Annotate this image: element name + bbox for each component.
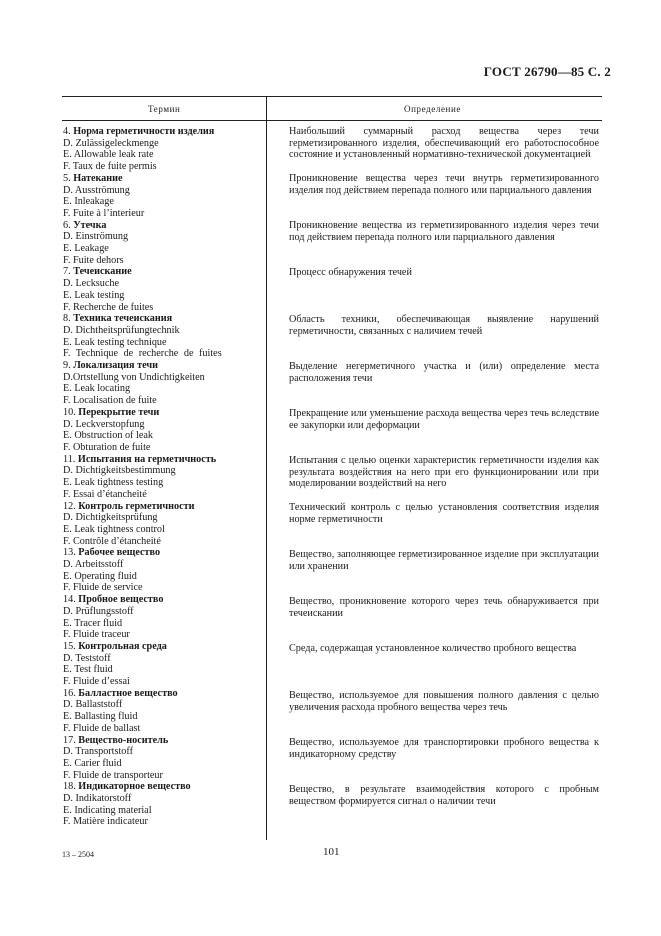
definition-text: Испытания с целью оценки характеристик герметичности изделия как результата воздействия на него при его функционировании или при моделировании воздействий на него xyxy=(289,455,599,490)
term-en: E. Obstruction of leak xyxy=(63,430,153,442)
term-en: E. Leakage xyxy=(63,243,109,255)
term-en: E. Test fluid xyxy=(63,664,113,676)
term-title: 17. Вещество-носитель xyxy=(63,734,169,746)
term-title: 7. Течеискание xyxy=(63,266,132,278)
term-title: 8. Техника течеискания xyxy=(63,313,173,325)
term-title: 9. Локализация течи xyxy=(63,360,158,372)
term-en: E. Ballasting fluid xyxy=(63,711,138,723)
term-en: E. Leak testing technique xyxy=(63,336,167,348)
term-de: D.Ortstellung von Undichtigkeiten xyxy=(63,371,205,383)
terms-column xyxy=(63,126,263,828)
term-title: 11. Испытания на герметичность xyxy=(63,453,217,465)
term-de: D. Zulässigeleckmenge xyxy=(63,137,159,149)
term-de: D. Leckverstopfung xyxy=(63,418,145,430)
term-en: E. Carier fluid xyxy=(63,757,122,769)
term-fr: F. Fluide de ballast xyxy=(63,722,141,734)
definition-text: Вещество, в результате взаимодействия которого с пробным веществом формируется сигнал о наличии течи xyxy=(289,784,599,807)
term-title: 5. Натекание xyxy=(63,172,123,184)
term-title: 14. Пробное вещество xyxy=(63,594,164,606)
term-de: D. Lecksuche xyxy=(63,278,120,290)
term-de: D. Transportstoff xyxy=(63,746,134,758)
term-de: D. Einströmung xyxy=(63,231,129,243)
term-fr: F. Fluide traceur xyxy=(63,629,130,641)
definition-text: Область техники, обеспечивающая выявление нарушений герметичности, связанных с наличием течей xyxy=(289,314,599,337)
definition-text: Технический контроль с целью установления соответствия изделия норме герметичности xyxy=(289,502,599,525)
term-en: E. Inleakage xyxy=(63,196,114,208)
term-fr: F. Localisation de fuite xyxy=(63,395,157,407)
term-fr: F. Fuite dehors xyxy=(63,254,124,266)
term-en: E. Tracer fluid xyxy=(63,617,123,629)
term-fr: F. Contrôle d’étancheité xyxy=(63,535,161,547)
term-fr: F. Taux de fuite permis xyxy=(63,161,157,173)
definition-text: Вещество, проникновение которого через течь обнаруживается при течеискании xyxy=(289,596,599,619)
definition-text: Процесс обнаружения течей xyxy=(289,267,412,278)
definition-text: Среда, содержащая установленное количество пробного вещества xyxy=(289,643,577,654)
term-de: D. Dichtheitsprüfungtechnik xyxy=(63,324,180,336)
term-title: 4. Норма герметичности изделия xyxy=(63,126,215,137)
definition-text: Вещество, используемое для повышения полного давления с целью увеличения расхода пробного вещества через течь xyxy=(289,690,599,713)
definition-text: Прекращение или уменьшение расхода вещества через течь вследствие ее закупорки или деформации xyxy=(289,408,599,431)
definition-text: Вещество, заполняющее герметизированное изделие при эксплуатации или хранении xyxy=(289,549,599,572)
table-top-rule xyxy=(62,96,602,97)
term-de: D. Ballaststoff xyxy=(63,699,123,711)
term-de: D. Teststoff xyxy=(63,652,111,664)
definition-text: Проникновение вещества через течи внутрь герметизированного изделия под действием перепада полного или парциального давления xyxy=(289,173,599,196)
page-number: 101 xyxy=(323,846,340,858)
term-en: E. Leak locating xyxy=(63,383,131,395)
term-fr: F. Matière indicateur xyxy=(63,816,148,828)
term-fr: F. Technique de recherche de fuites xyxy=(63,348,222,360)
term-title: 16. Балластное вещество xyxy=(63,687,178,699)
term-de: D. Indikatorstoff xyxy=(63,793,132,805)
term-en: E. Leak tightness testing xyxy=(63,477,164,489)
term-fr: F. Fluide de transporteur xyxy=(63,769,163,781)
term-fr: F. Fluide d’essai xyxy=(63,676,130,688)
footer-print-code: 13 – 2504 xyxy=(62,850,94,859)
term-de: D. Ausströmung xyxy=(63,184,130,196)
term-en: E. Leak tightness control xyxy=(63,523,165,535)
term-en: E. Indicating material xyxy=(63,804,152,816)
term-de: D. Arbeitsstoff xyxy=(63,559,124,571)
term-title: 15. Контрольная среда xyxy=(63,640,167,652)
term-fr: F. Obturation de fuite xyxy=(63,441,151,453)
term-fr: F. Recherche de fuites xyxy=(63,301,154,313)
term-title: 10. Перекрытие течи xyxy=(63,406,160,418)
term-en: E. Leak testing xyxy=(63,289,125,301)
term-title: 18. Индикаторное вещество xyxy=(63,781,191,793)
term-title: 12. Контроль герметичности xyxy=(63,500,195,512)
column-header-term: Термин xyxy=(148,104,181,114)
term-de: D. Dichtigkeitsprüfung xyxy=(63,512,158,524)
term-title: 6. Утечка xyxy=(63,219,107,231)
definition-text: Выделение негерметичного участка и (или) определение места расположения течи xyxy=(289,361,599,384)
term-en: E. Operating fluid xyxy=(63,570,137,582)
term-fr: F. Fluide de service xyxy=(63,582,143,594)
definition-text: Вещество, используемое для транспортировки пробного вещества к индикаторному средству xyxy=(289,737,599,760)
column-divider xyxy=(266,96,267,840)
term-fr: F. Fuite à l’interieur xyxy=(63,207,145,219)
column-header-definition: Определение xyxy=(404,104,461,114)
document-code: ГОСТ 26790—85 С. 2 xyxy=(483,64,611,79)
term-de: D. Prüflungsstoff xyxy=(63,605,134,617)
table-header-rule xyxy=(62,120,602,121)
definition-text: Проникновение вещества из герметизированного изделия через течи под действием перепада полного или парциального давления xyxy=(289,220,599,243)
term-de: D. Dichtigkeitsbestimmung xyxy=(63,465,176,477)
term-fr: F. Essai d’étancheité xyxy=(63,488,147,500)
term-en: E. Allowable leak rate xyxy=(63,149,154,161)
definition-text: Наибольший суммарный расход вещества через течи герметизированного изделия, обеспечивающий его работоспособное состояние и установленный нормативно-технической документацией xyxy=(289,126,599,161)
term-title: 13. Рабочее вещество xyxy=(63,547,161,559)
